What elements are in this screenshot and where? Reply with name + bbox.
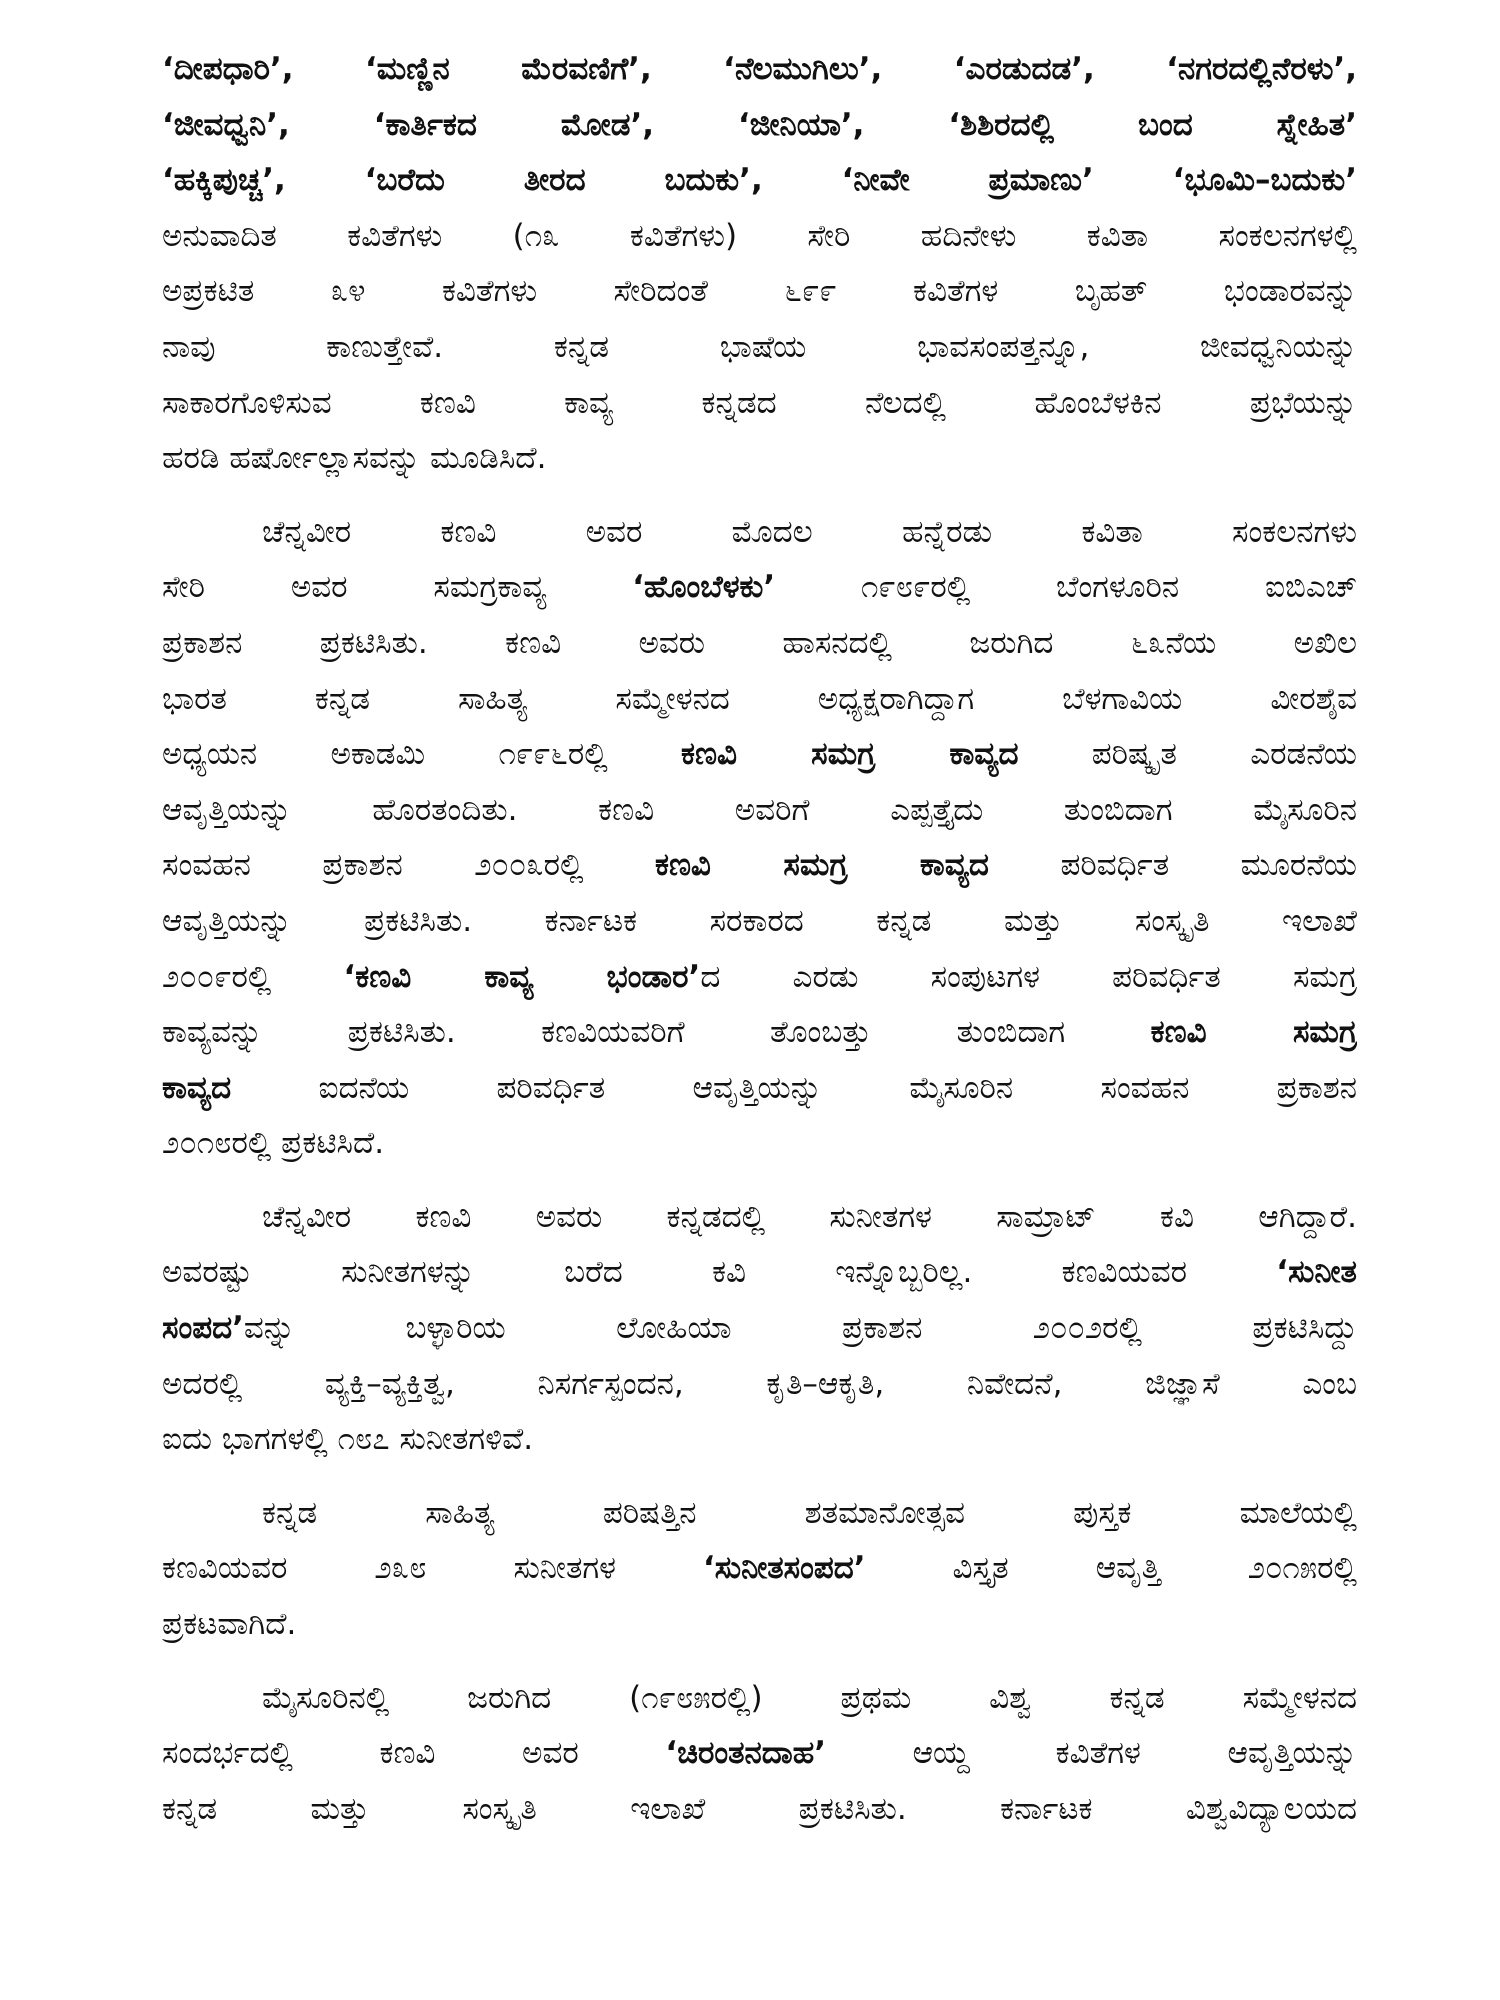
text-run: ಚೆನ್ನವೀರ ಕಣವಿ ಅವರ ಮೊದಲ ಹನ್ನೆರಡು ಕವಿತಾ ಸಂಕಲನಗಳು	[262, 513, 1357, 550]
text-run: ಕಣವಿಯವರ ೨೩೮ ಸುನೀತಗಳ	[162, 1550, 703, 1587]
text-run: ೧೯೮೯ರಲ್ಲಿ ಬೆಂಗಳೂರಿನ ಐಬಿಎಚ್	[775, 569, 1357, 606]
text-run: ಕಾವ್ಯವನ್ನು ಪ್ರಕಟಿಸಿತು. ಕಣವಿಯವರಿಗೆ ತೊಂಬತ್ತು ತುಂಬಿದಾಗ	[162, 1014, 1151, 1051]
text-run: ಪ್ರಕಾಶನ ಪ್ರಕಟಿಸಿತು. ಕಣವಿ ಅವರು ಹಾಸನದಲ್ಲಿ ಜರುಗಿದ ೬೩ನೆಯ ಅಖಿಲ	[162, 624, 1357, 661]
text-run: ಐದನೆಯ ಪರಿವರ್ಧಿತ ಆವೃತ್ತಿಯನ್ನು ಮೈಸೂರಿನ ಸಂವಹನ ಪ್ರಕಾಶನ	[231, 1069, 1357, 1106]
text-line	[162, 1597, 1357, 1653]
text-line	[162, 98, 1357, 154]
text-run: ಐದು ಭಾಗಗಳಲ್ಲಿ ೧೮೭ ಸುನೀತಗಳಿವೆ.	[162, 1421, 534, 1458]
text-run: ಕನ್ನಡ ಮತ್ತು ಸಂಸ್ಕೃತಿ ಇಲಾಖೆ ಪ್ರಕಟಿಸಿತು. ಕರ್ನಾಟಕ ವಿಶ್ವವಿದ್ಯಾಲಯದ	[162, 1790, 1357, 1827]
text-line	[162, 153, 1357, 209]
text-line	[162, 376, 1357, 432]
text-line	[162, 616, 1357, 672]
text-run: ಕನ್ನಡ ಸಾಹಿತ್ಯ ಪರಿಷತ್ತಿನ ಶತಮಾನೋತ್ಸವ ಪುಸ್ತಕ ಮಾಲೆಯಲ್ಲಿ	[262, 1494, 1357, 1531]
text-run: ನಾವು ಕಾಣುತ್ತೇವೆ. ಕನ್ನಡ ಭಾಷೆಯ ಭಾವಸಂಪತ್ತನ್ನೂ, ಜೀವಧ್ವನಿಯನ್ನು	[162, 328, 1357, 365]
bold-text-run: ಕಣವಿ ಸಮಗ್ರ	[1150, 1014, 1357, 1051]
text-run: ಅಧ್ಯಯನ ಅಕಾಡಮಿ ೧೯೯೬ರಲ್ಲಿ	[162, 736, 682, 773]
text-line	[162, 1116, 1357, 1172]
text-run: ಅವರಷ್ಟು ಸುನೀತಗಳನ್ನು ಬರೆದ ಕವಿ ಇನ್ನೊಬ್ಬರಿಲ್ಲ. ಕಣವಿಯವರ	[162, 1254, 1277, 1291]
paragraph	[162, 1671, 1357, 1838]
paragraph	[162, 1190, 1357, 1468]
text-run: ಸಂವಹನ ಪ್ರಕಾಶನ ೨೦೦೩ರಲ್ಲಿ	[162, 847, 655, 884]
bold-text-run: ‘ಜೀವಧ್ವನಿ’, ‘ಕಾರ್ತಿಕದ ಮೋಡ’, ‘ಜೀನಿಯಾ’, ‘ಶಿಶಿರದಲ್ಲಿ ಬಂದ ಸ್ನೇಹಿತ’	[162, 106, 1357, 143]
text-run: ೨೦೦೯ರಲ್ಲಿ	[162, 958, 344, 995]
text-line	[162, 1357, 1357, 1413]
text-line	[162, 894, 1357, 950]
text-line	[162, 1541, 1357, 1597]
text-line	[162, 264, 1357, 320]
text-line	[162, 431, 1357, 487]
text-line	[162, 1061, 1357, 1117]
paragraph	[162, 42, 1357, 487]
text-line	[162, 1412, 1357, 1468]
text-run: ಸಂದರ್ಭದಲ್ಲಿ ಕಣವಿ ಅವರ	[162, 1735, 666, 1772]
text-run: ಚೆನ್ನವೀರ ಕಣವಿ ಅವರು ಕನ್ನಡದಲ್ಲಿ ಸುನೀತಗಳ ಸಾಮ್ರಾಟ್ ಕವಿ ಆಗಿದ್ದಾರೆ.	[262, 1198, 1357, 1235]
text-line	[162, 1486, 1357, 1542]
text-run: ಆವೃತ್ತಿಯನ್ನು ಪ್ರಕಟಿಸಿತು. ಕರ್ನಾಟಕ ಸರಕಾರದ ಕನ್ನಡ ಮತ್ತು ಸಂಸ್ಕೃತಿ ಇಲಾಖೆ	[162, 902, 1357, 939]
text-run: ಸೇರಿ ಅವರ ಸಮಗ್ರಕಾವ್ಯ	[162, 569, 633, 606]
text-line	[162, 1190, 1357, 1246]
body-text	[162, 42, 1357, 1837]
bold-text-run: ಕಾವ್ಯದ	[162, 1069, 232, 1106]
paragraph	[162, 1486, 1357, 1653]
text-run: ೨೦೧೮ರಲ್ಲಿ ಪ್ರಕಟಿಸಿದೆ.	[162, 1125, 385, 1162]
bold-text-run: ‘ದೀಪಧಾರಿ’, ‘ಮಣ್ಣಿನ ಮೆರವಣಿಗೆ’, ‘ನೆಲಮುಗಿಲು’, ‘ಎರಡುದಡ’, ‘ನಗರದಲ್ಲಿನೆರಳು’,	[162, 51, 1357, 87]
text-line	[162, 838, 1357, 894]
text-line	[162, 209, 1357, 265]
text-run: ಹರಡಿ ಹರ್ಷೋಲ್ಲಾಸವನ್ನು ಮೂಡಿಸಿದೆ.	[162, 440, 547, 477]
text-line	[162, 783, 1357, 839]
text-line	[162, 42, 1357, 98]
text-run: ಪರಿವರ್ಧಿತ ಮೂರನೆಯ	[988, 847, 1357, 884]
text-line	[162, 505, 1357, 561]
text-line	[162, 1671, 1357, 1727]
bold-text-run: ಕಣವಿ ಸಮಗ್ರ ಕಾವ್ಯದ	[655, 847, 989, 884]
text-run: ಆವೃತ್ತಿಯನ್ನು ಹೊರತಂದಿತು. ಕಣವಿ ಅವರಿಗೆ ಎಪ್ಪತ್ತೈದು ತುಂಬಿದಾಗ ಮೈಸೂರಿನ	[162, 791, 1357, 828]
text-run: ಆಯ್ದ ಕವಿತೆಗಳ ಆವೃತ್ತಿಯನ್ನು	[826, 1735, 1357, 1772]
paragraph	[162, 505, 1357, 1172]
bold-text-run: ‘ಹಕ್ಕಿಪುಚ್ಚ’, ‘ಬರೆದು ತೀರದ ಬದುಕು’, ‘ನೀವೇ ಪ್ರಮಾಣು’ ‘ಭೂಮಿ–ಬದುಕು’	[162, 162, 1357, 199]
bold-text-run: ‘ಸುನೀತಸಂಪದ’	[702, 1550, 866, 1587]
text-line	[162, 950, 1357, 1006]
text-run: ದ ಎರಡು ಸಂಪುಟಗಳ ಪರಿವರ್ಧಿತ ಸಮಗ್ರ	[700, 958, 1357, 995]
text-line	[162, 672, 1357, 728]
bold-text-run: ‘ಚಿರಂತನದಾಹ’	[665, 1735, 826, 1772]
text-run: ಪ್ರಕಟವಾಗಿದೆ.	[162, 1606, 297, 1643]
text-run: ಪರಿಷ್ಕೃತ ಎರಡನೆಯ	[1018, 736, 1357, 773]
text-line	[162, 320, 1357, 376]
text-line	[162, 727, 1357, 783]
bold-text-run: ‘ಕಣವಿ ಕಾವ್ಯ ಭಂಡಾರ’	[343, 958, 701, 995]
text-line	[162, 1782, 1357, 1838]
text-line	[162, 1301, 1357, 1357]
text-run: ವನ್ನು ಬಳ್ಳಾರಿಯ ಲೋಹಿಯಾ ಪ್ರಕಾಶನ ೨೦೦೨ರಲ್ಲಿ ಪ್ರಕಟಿಸಿದ್ದು	[243, 1310, 1357, 1347]
bold-text-run: ‘ಸುನೀತ	[1276, 1254, 1357, 1291]
text-run: ಅದರಲ್ಲಿ ವ್ಯಕ್ತಿ–ವ್ಯಕ್ತಿತ್ವ, ನಿಸರ್ಗಸ್ಪಂದನ, ಕೃತಿ–ಆಕೃತಿ, ನಿವೇದನೆ, ಜಿಜ್ಞಾಸೆ ಎಂಬ	[162, 1365, 1357, 1402]
text-run: ಭಾರತ ಕನ್ನಡ ಸಾಹಿತ್ಯ ಸಮ್ಮೇಳನದ ಅಧ್ಯಕ್ಷರಾಗಿದ್ದಾಗ ಬೆಳಗಾವಿಯ ವೀರಶೈವ	[162, 680, 1357, 717]
text-run: ವಿಸ್ತೃತ ಆವೃತ್ತಿ ೨೦೧೫ರಲ್ಲಿ	[865, 1550, 1357, 1587]
text-line	[162, 1245, 1357, 1301]
text-run: ಅಪ್ರಕಟಿತ ೩೪ ಕವಿತೆಗಳು ಸೇರಿದಂತೆ ೬೯೯ ಕವಿತೆಗಳ ಬೃಹತ್ ಭಂಡಾರವನ್ನು	[162, 273, 1357, 310]
bold-text-run: ಕಣವಿ ಸಮಗ್ರ ಕಾವ್ಯದ	[681, 736, 1019, 773]
bold-text-run: ‘ಹೊಂಬೆಳಕು’	[632, 569, 776, 606]
text-line	[162, 560, 1357, 616]
text-run: ಮೈಸೂರಿನಲ್ಲಿ ಜರುಗಿದ (೧೯೮೫ರಲ್ಲಿ) ಪ್ರಥಮ ವಿಶ್ವ ಕನ್ನಡ ಸಮ್ಮೇಳನದ	[262, 1679, 1357, 1716]
text-line	[162, 1005, 1357, 1061]
text-run: ಅನುವಾದಿತ ಕವಿತೆಗಳು (೧೩ ಕವಿತೆಗಳು) ಸೇರಿ ಹದಿನೇಳು ಕವಿತಾ ಸಂಕಲನಗಳಲ್ಲಿ	[162, 217, 1357, 254]
text-line	[162, 1726, 1357, 1782]
bold-text-run: ಸಂಪದ’	[162, 1310, 244, 1347]
text-run: ಸಾಕಾರಗೊಳಿಸುವ ಕಣವಿ ಕಾವ್ಯ ಕನ್ನಡದ ನೆಲದಲ್ಲಿ ಹೊಂಬೆಳಕಿನ ಪ್ರಭೆಯನ್ನು	[162, 384, 1357, 421]
